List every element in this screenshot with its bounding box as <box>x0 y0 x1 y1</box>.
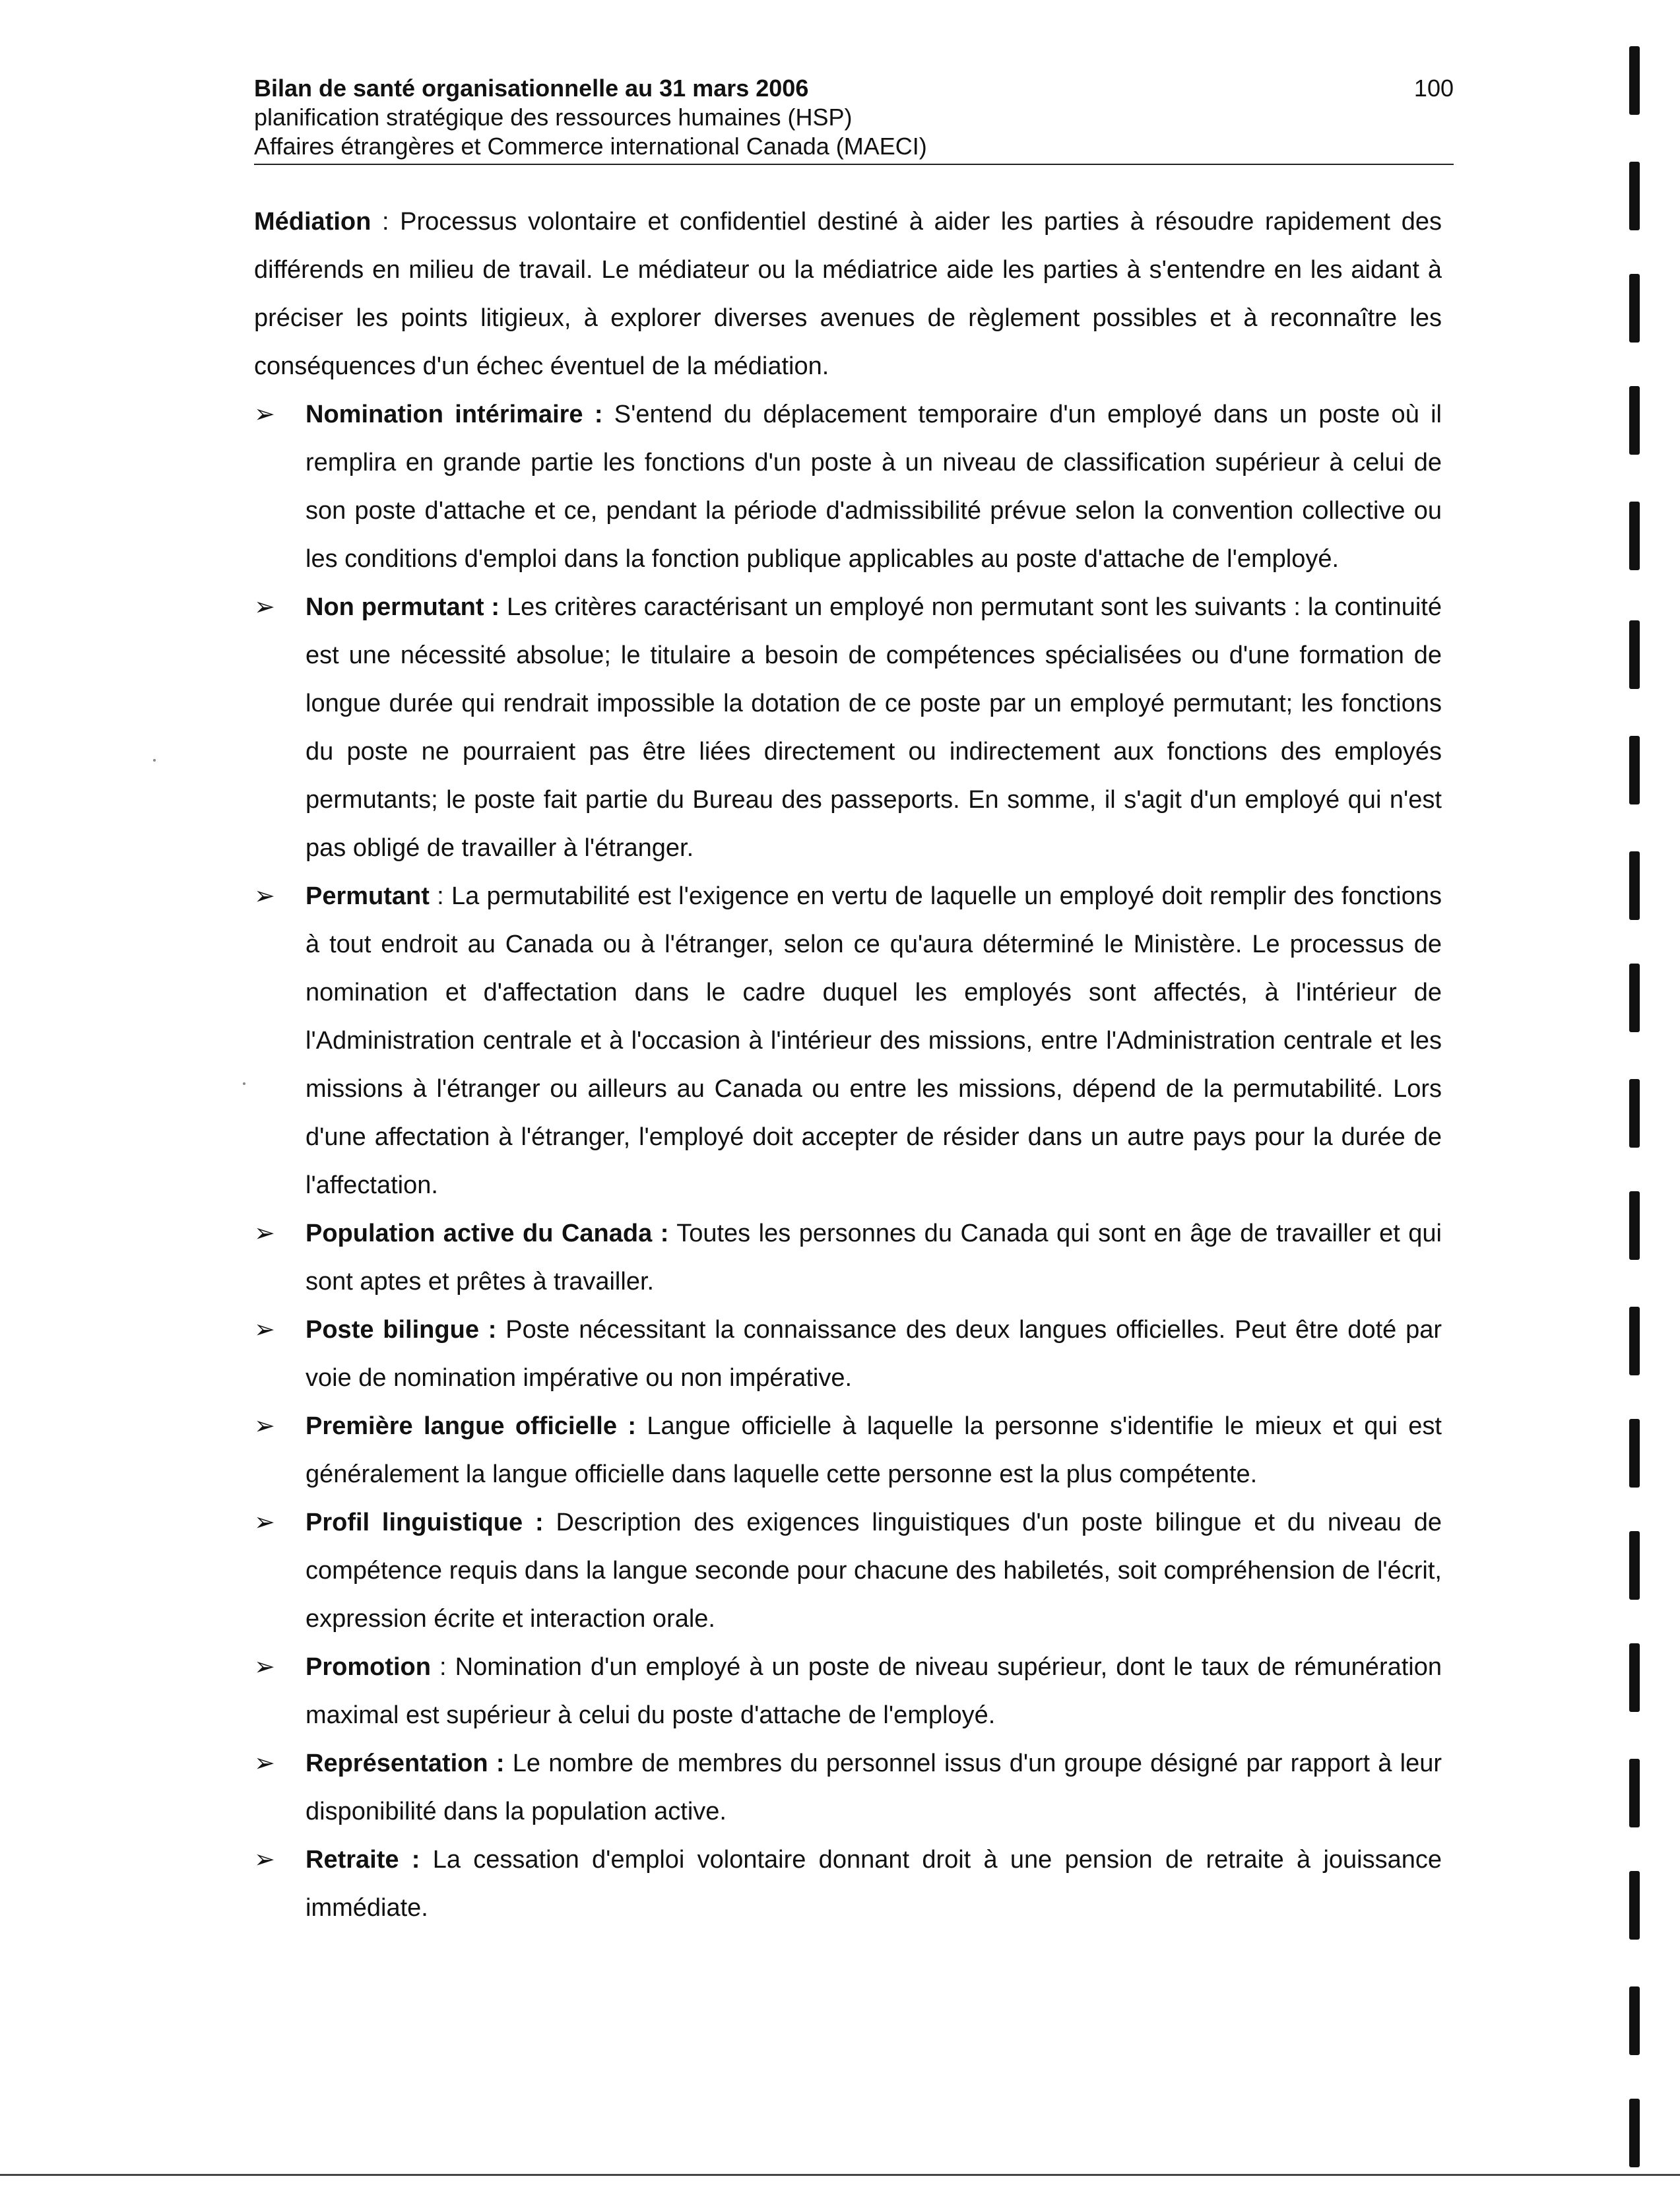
scan-mark <box>1629 386 1640 455</box>
scan-mark <box>1629 274 1640 343</box>
scan-mark <box>1629 162 1640 230</box>
arrow-bullet-icon: ➢ <box>254 1653 275 1681</box>
scan-mark <box>1629 620 1640 689</box>
entry-term: Non permutant : <box>306 593 500 621</box>
header-department: Affaires étrangères et Commerce international Canada (MAECI) <box>254 133 927 160</box>
scan-mark <box>1629 1531 1640 1600</box>
glossary-entry <box>254 1499 1442 1643</box>
entry-term: Poste bilingue : <box>306 1316 497 1344</box>
scan-mark <box>1629 1871 1640 1940</box>
entry-term: Première langue officielle : <box>306 1412 636 1440</box>
glossary-content <box>254 198 1442 1932</box>
scan-mark <box>1629 46 1640 115</box>
scan-mark <box>1629 964 1640 1032</box>
scan-speck <box>243 1082 245 1085</box>
scan-mark <box>1629 736 1640 804</box>
intro-term: Médiation <box>254 208 372 236</box>
scan-mark <box>1629 2099 1640 2167</box>
arrow-bullet-icon: ➢ <box>254 1750 275 1777</box>
entry-text: Toutes les personnes du Canada qui sont en âge de travailler et qui sont aptes et prêtes à travailler. <box>306 1220 1442 1295</box>
scan-mark <box>1629 1307 1640 1375</box>
arrow-bullet-icon: ➢ <box>254 1316 275 1344</box>
entry-text: Description des exigences linguistiques d'un poste bilingue et du niveau de compétence requis dans la langue seconde pour chacune des habiletés, soit compréhension de l'écrit, expression écrite et interaction orale. <box>306 1509 1442 1633</box>
glossary-entry <box>254 1210 1442 1306</box>
scan-mark <box>1629 1191 1640 1260</box>
scan-bottom-edge <box>0 2174 1680 2176</box>
scan-margin-marks <box>1620 0 1660 2197</box>
entry-text: : La permutabilité est l'exigence en vertu de laquelle un employé doit remplir des fonctions à tout endroit au Canada ou à l'étranger, selon ce qu'aura déterminé le Ministère. Le processus de nomination et d'affectation dans le cadre duquel les employés sont affectés, à l'intérieur de l'Administration centrale et à l'occasion à l'intérieur des missions, entre l'Administration centrale et les missions à l'étranger ou ailleurs au Canada ou entre les missions, dépend de la permutabilité. Lors d'une affectation à l'étranger, l'employé doit accepter de résider dans un autre pays pour la durée de l'affectation. <box>306 882 1442 1199</box>
entry-text: Poste nécessitant la connaissance des deux langues officielles. Peut être doté par voie de nomination impérative ou non impérative. <box>306 1316 1442 1392</box>
arrow-bullet-icon: ➢ <box>254 1509 275 1536</box>
scan-speck <box>153 759 156 762</box>
glossary-entry <box>254 872 1442 1210</box>
entry-term: Retraite : <box>306 1846 420 1874</box>
intro-paragraph <box>254 198 1442 391</box>
page-header <box>254 74 1454 165</box>
entry-text: Les critères caractérisant un employé non permutant sont les suivants : la continuité est une nécessité absolue; le titulaire a besoin de compétences spécialisées ou d'une formation de longue durée qui rendrait impossible la dotation de ce poste par un employé permutant; les fonctions du poste ne pourraient pas être liées directement ou indirectement aux fonctions des employés permutants; le poste fait partie du Bureau des passeports. En somme, il s'agit d'un employé qui n'est pas obligé de travailler à l'étranger. <box>306 593 1442 862</box>
scan-mark <box>1629 1986 1640 2055</box>
entry-term: Population active du Canada : <box>306 1220 669 1247</box>
arrow-bullet-icon: ➢ <box>254 593 275 621</box>
entry-term: Promotion <box>306 1653 431 1681</box>
arrow-bullet-icon: ➢ <box>254 1220 275 1247</box>
entry-term: Permutant <box>306 882 430 910</box>
scan-mark <box>1629 502 1640 570</box>
glossary-entry <box>254 583 1442 872</box>
entry-term: Représentation : <box>306 1750 505 1777</box>
entry-term: Nomination intérimaire : <box>306 401 603 428</box>
entry-text: : Nomination d'un employé à un poste de niveau supérieur, dont le taux de rémunération maximal est supérieur à celui du poste d'attache de l'employé. <box>306 1653 1442 1729</box>
glossary-entry <box>254 1643 1442 1740</box>
entry-term: Profil linguistique : <box>306 1509 544 1536</box>
glossary-entry <box>254 1402 1442 1499</box>
glossary-list <box>254 391 1442 1932</box>
arrow-bullet-icon: ➢ <box>254 401 275 428</box>
header-subtitle: planification stratégique des ressources humaines (HSP) <box>254 104 853 131</box>
scan-mark <box>1629 1419 1640 1488</box>
scan-mark <box>1629 851 1640 920</box>
scan-mark <box>1629 1079 1640 1148</box>
arrow-bullet-icon: ➢ <box>254 1412 275 1440</box>
entry-text: S'entend du déplacement temporaire d'un employé dans un poste où il remplira en grande partie les fonctions d'un poste à un niveau de classification supérieur à celui de son poste d'attache et ce, pendant la période d'admissibilité prévue selon la convention collective ou les conditions d'emploi dans la fonction publique applicables au poste d'attache de l'employé. <box>306 401 1442 573</box>
header-title: Bilan de santé organisationnelle au 31 mars 2006 <box>254 75 809 102</box>
scan-mark <box>1629 1759 1640 1827</box>
entry-text: La cessation d'emploi volontaire donnant droit à une pension de retraite à jouissance immédiate. <box>306 1846 1442 1922</box>
entry-text: Langue officielle à laquelle la personne s'identifie le mieux et qui est généralement la langue officielle dans laquelle cette personne est la plus compétente. <box>306 1412 1442 1488</box>
glossary-entry <box>254 1740 1442 1836</box>
scan-mark <box>1629 1643 1640 1712</box>
arrow-bullet-icon: ➢ <box>254 1846 275 1874</box>
glossary-entry <box>254 391 1442 583</box>
arrow-bullet-icon: ➢ <box>254 882 275 910</box>
entry-text: Le nombre de membres du personnel issus d'un groupe désigné par rapport à leur disponibilité dans la population active. <box>306 1750 1442 1825</box>
page-number: 100 <box>1413 75 1454 102</box>
glossary-entry <box>254 1306 1442 1402</box>
glossary-entry <box>254 1836 1442 1932</box>
intro-text: : Processus volontaire et confidentiel destiné à aider les parties à résoudre rapidement des différends en milieu de travail. Le médiateur ou la médiatrice aide les parties à s'entendre en les aidant à préciser les points litigieux, à explorer diverses avenues de règlement possibles et à reconnaître les conséquences d'un échec éventuel de la médiation. <box>254 208 1442 380</box>
